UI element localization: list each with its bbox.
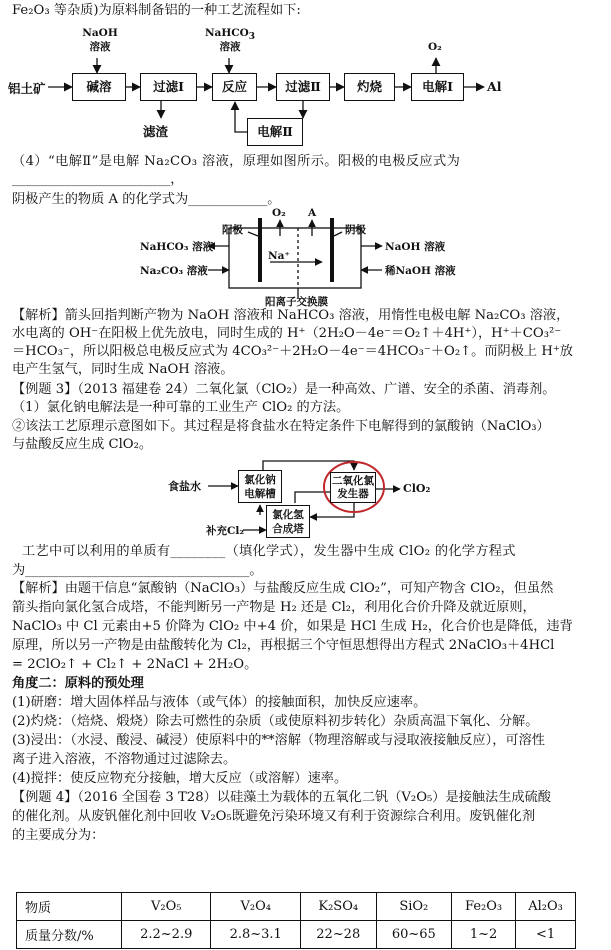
angle2-item-1: (1)研磨：增大固体样品与液体（或气体）的接触面积，加快反应速率。 bbox=[12, 695, 427, 710]
box-clo2-generator-l2: 发生器 bbox=[337, 488, 369, 500]
box-filter-2: 过滤Ⅱ bbox=[276, 73, 330, 101]
cell-a-label: A bbox=[308, 207, 317, 219]
product-al: Al bbox=[487, 79, 502, 94]
box-electrolysis-1: 电解Ⅰ bbox=[411, 73, 464, 101]
table-cell: 2.8~3.1 bbox=[211, 921, 300, 949]
na-ion-label: Na⁺ bbox=[268, 250, 290, 262]
q4-line-1: （4）“电解Ⅱ”是电解 Na₂CO₃ 溶液，原理如图所示。阳极的电极反应式为 bbox=[12, 154, 461, 169]
left-in-label: Na₂CO₃ 溶液 bbox=[140, 265, 208, 277]
cell-o2-label: O₂ bbox=[272, 207, 286, 219]
box-hcl-synthesis-l2: 合成塔 bbox=[272, 523, 304, 535]
angle2-item-2: (2)灼烧：（焙烧、煅烧）除去可燃性的杂质（或使原料初步转化）杂质高温下氧化、分解。 bbox=[12, 714, 539, 729]
analysis1-line-2: 水电离的 OH⁻在阳极上优先放电，同时生成的 H⁺（2H₂O－4e⁻＝O₂↑＋4H⁺），H⁺＋CO₃²⁻ bbox=[12, 326, 562, 341]
table-cell: 质量分数/% bbox=[17, 921, 122, 949]
box-calcine: 灼烧 bbox=[344, 73, 395, 101]
angle2-item-3a: (3)浸出：（水浸、酸浸、碱浸）使原料中的**溶解（物理溶解或与浸取液接触反应），可溶性 bbox=[12, 733, 545, 748]
box-clo2-generator bbox=[330, 472, 376, 503]
example4-line-1: 【例题 4】（2016 全国卷 3 T28）以硅藻土为载体的五氧化二钒（V₂O₅）是接触法生成硫酸 bbox=[12, 790, 551, 805]
o2-output-label: O₂ bbox=[428, 41, 442, 53]
table-header-row bbox=[17, 893, 576, 921]
analysis2-line-4: 原理，所以另一产物是由盐酸转化为 Cl₂，再根据三个守恒思想得出方程式 2NaClO₃＋4HCl bbox=[12, 638, 555, 653]
composition-table bbox=[16, 892, 576, 949]
table-row bbox=[17, 921, 576, 949]
nahco3-input-text: NaHCO$_3$ bbox=[204, 27, 256, 43]
analysis1-line-4: 电产生氢气，同时生成 NaOH 溶液。 bbox=[12, 362, 234, 377]
box-alkali-dissolve: 碱溶 bbox=[72, 73, 126, 101]
analysis2-line-1: 【解析】由题干信息“氯酸钠（NaClO₃）与盐酸反应生成 ClO₂”，可知产物含 ClO₂，但虽然 bbox=[12, 581, 554, 596]
anode-label: 阳极 bbox=[222, 224, 243, 236]
left-out-label: NaHCO₃ 溶液 bbox=[140, 241, 214, 253]
supplement-cl2-label: 补充Cl₂ bbox=[206, 525, 244, 537]
table-cell: <1 bbox=[516, 921, 576, 949]
table-header-cell: K₂SO₄ bbox=[300, 893, 376, 921]
raw-material-label: 铝土矿 bbox=[8, 81, 46, 96]
example3-line-3: ②该法工艺原理示意图如下。其过程是将食盐水在特定条件下电解得到的氯酸钠（NaClO₃） bbox=[12, 419, 550, 434]
ex3-question-line-1: 工艺中可以利用的单质有________（填化学式），发生器中生成 ClO₂ 的化学方程式 bbox=[22, 544, 516, 559]
right-in-label: 稀NaOH 溶液 bbox=[385, 265, 456, 277]
cathode-label: 阴极 bbox=[345, 224, 366, 236]
analysis1-line-3: ＝HCO₃⁻，所以阳极总电极反应式为 4CO₃²⁻＋2H₂O－4e⁻＝4HCO₃⁻＋O₂↑。而阴极上 H⁺放 bbox=[12, 344, 573, 359]
box-nacl-electrolyzer-l1: 氯化钠 bbox=[244, 474, 276, 486]
nahco3-input-sol: 溶液 bbox=[219, 41, 241, 53]
box-nacl-electrolyzer bbox=[238, 470, 282, 503]
table-cell: 1~2 bbox=[452, 921, 516, 949]
box-hcl-synthesis bbox=[266, 505, 310, 538]
box-clo2-generator-l1: 二氧化氯 bbox=[332, 475, 374, 487]
analysis2-line-2: 箭头指向氯化氢合成塔，不能判断另一产物是 H₂ 还是 Cl₂，利用化合价升降及就近原则， bbox=[12, 600, 536, 615]
angle2-item-3b: 离子进入溶液，不溶物通过过滤除去。 bbox=[12, 752, 237, 767]
example4-line-3: 的主要成分为： bbox=[12, 828, 105, 843]
example4-line-2: 的催化剂。从废钒催化剂中回收 V₂O₅既避免污染环境又有利于资源综合利用。废钒催化剂 bbox=[12, 809, 536, 824]
naoh-input-text: NaOH bbox=[82, 27, 118, 39]
table-cell: 2.2~2.9 bbox=[122, 921, 211, 949]
box-electrolysis-2: 电解Ⅱ bbox=[247, 118, 303, 146]
right-out-label: NaOH 溶液 bbox=[385, 241, 446, 253]
intro-line: Fe₂O₃ 等杂质)为原料制备铝的一种工艺流程如下: bbox=[12, 3, 301, 18]
example3-line-1: 【例题 3】（2013 福建卷 24）二氧化氯（ClO₂）是一种高效、广谱、安全的杀菌、消毒剂。 bbox=[12, 382, 556, 397]
analysis2-line-3: NaClO₃ 中 Cl 元素由+5 价降为 ClO₂ 中+4 价，如果是 HCl 生成 H₂，化合价也是降低，违背 bbox=[12, 619, 573, 634]
example3-line-2: （1）氯化钠电解法是一种可靠的工业生产 ClO₂ 的方法。 bbox=[12, 400, 350, 415]
table-header-cell: Fe₂O₃ bbox=[452, 893, 516, 921]
table-cell: 60~65 bbox=[376, 921, 452, 949]
analysis2-line-5: = 2ClO₂↑ + Cl₂↑ + 2NaCl + 2H₂O。 bbox=[12, 657, 258, 672]
example3-line-4: 与盐酸反应生成 ClO₂。 bbox=[12, 437, 153, 452]
table-cell: 22~28 bbox=[300, 921, 376, 949]
naoh-input-sol: 溶液 bbox=[89, 41, 111, 53]
q4-line-2: ________________________， bbox=[12, 172, 184, 187]
table-header-cell: SiO₂ bbox=[376, 893, 452, 921]
q4-line-3: 阴极产生的物质 A 的化学式为____________。 bbox=[12, 192, 281, 207]
ex3-question-line-2: 为__________________________________。 bbox=[12, 563, 263, 578]
salt-water-label: 食盐水 bbox=[168, 480, 201, 493]
box-filter-1: 过滤Ⅰ bbox=[140, 73, 197, 101]
table-header-cell: 物质 bbox=[17, 893, 122, 921]
membrane-label: 阳离子交换膜 bbox=[265, 296, 328, 308]
table-header-cell: V₂O₅ bbox=[122, 893, 211, 921]
box-reaction: 反应 bbox=[212, 73, 257, 101]
table-header-cell: Al₂O₃ bbox=[516, 893, 576, 921]
box-hcl-synthesis-l1: 氯化氢 bbox=[272, 509, 304, 521]
angle2-item-4: (4)搅拌：使反应物充分接触，增大反应（或溶解）速率。 bbox=[12, 771, 348, 786]
table-header-cell: V₂O₄ bbox=[211, 893, 300, 921]
clo2-output-label: ClO₂ bbox=[403, 482, 431, 495]
residue-label: 滤渣 bbox=[143, 124, 169, 139]
analysis1-line-1: 【解析】箭头回指判断产物为 NaOH 溶液和 NaHCO₃ 溶液，用惰性电极电解 Na₂CO₃ 溶液， bbox=[12, 308, 570, 323]
angle2-title: 角度二：原料的预处理 bbox=[12, 676, 144, 691]
box-nacl-electrolyzer-l2: 电解槽 bbox=[244, 488, 276, 500]
